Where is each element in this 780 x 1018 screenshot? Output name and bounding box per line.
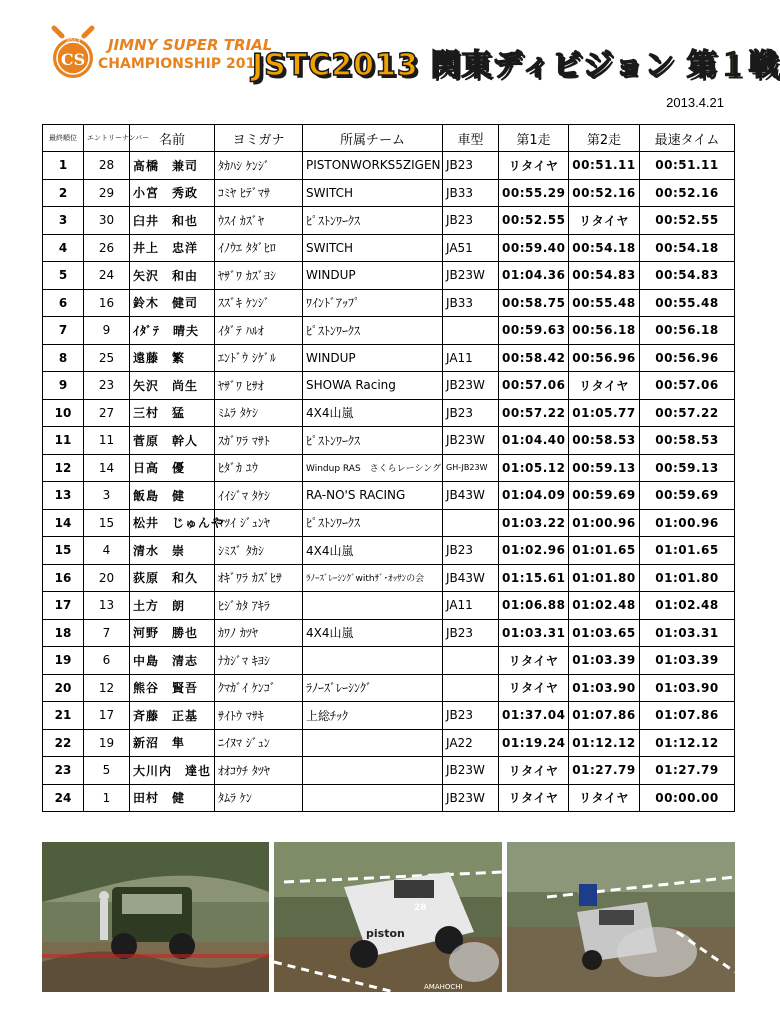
kana-cell: ﾔｻﾞﾜ ﾋｻｵ — [215, 372, 303, 400]
photo-green-jimny — [42, 842, 269, 992]
table-row — [43, 619, 735, 647]
rank-cell: 16 — [43, 564, 84, 592]
run2-cell: 00:59.13 — [569, 454, 640, 482]
rank-cell: 2 — [43, 179, 84, 207]
car-cell: JB23W — [443, 784, 499, 812]
car-cell: JB23 — [443, 399, 499, 427]
kana-cell: ﾋﾀﾞｶ ﾕｳ — [215, 454, 303, 482]
col-name: 名前 — [130, 125, 215, 152]
car-cell: JB33 — [443, 179, 499, 207]
team-cell: 4X4山嵐 — [303, 619, 443, 647]
table-row — [43, 289, 735, 317]
name-cell: 矢沢 尚生 — [130, 372, 215, 400]
run1-cell: 00:55.29 — [499, 179, 569, 207]
run1-cell: 01:37.04 — [499, 702, 569, 730]
car-cell: JB23W — [443, 262, 499, 290]
car-cell: JB23W — [443, 372, 499, 400]
photo-silver-jimny — [507, 842, 735, 992]
rank-cell: 5 — [43, 262, 84, 290]
best-cell: 00:52.55 — [640, 207, 735, 235]
team-cell: 上総ﾁｯｸ — [303, 702, 443, 730]
team-cell: 4X4山嵐 — [303, 537, 443, 565]
run1-cell: 00:59.40 — [499, 234, 569, 262]
table-row — [43, 262, 735, 290]
rank-cell: 8 — [43, 344, 84, 372]
col-rank: 最終順位 — [43, 125, 84, 152]
col-kana: ヨミガナ — [215, 125, 303, 152]
team-cell: SWITCH — [303, 179, 443, 207]
run2-cell: リタイヤ — [569, 372, 640, 400]
run2-cell: 00:56.18 — [569, 317, 640, 345]
car-cell — [443, 317, 499, 345]
name-cell: 熊谷 賢吾 — [130, 674, 215, 702]
table-row — [43, 564, 735, 592]
best-cell: 00:55.48 — [640, 289, 735, 317]
entry-cell: 7 — [84, 619, 130, 647]
col-entry: エントリーナンバー — [84, 125, 130, 152]
kana-cell: ｸﾏｶﾞｲ ｹﾝｺﾞ — [215, 674, 303, 702]
event-date: 2013.4.21 — [666, 95, 724, 110]
best-cell: 01:02.48 — [640, 592, 735, 620]
team-cell — [303, 729, 443, 757]
name-cell: 菅原 幹人 — [130, 427, 215, 455]
entry-cell: 26 — [84, 234, 130, 262]
table-row — [43, 317, 735, 345]
entry-cell: 27 — [84, 399, 130, 427]
rank-cell: 13 — [43, 482, 84, 510]
team-cell: ﾋﾟｽﾄﾝﾜｰｸｽ — [303, 207, 443, 235]
kana-cell: ｺﾐﾔ ﾋﾃﾞﾏｻ — [215, 179, 303, 207]
table-row — [43, 592, 735, 620]
best-cell: 01:01.80 — [640, 564, 735, 592]
team-cell: WINDUP — [303, 262, 443, 290]
best-cell: 01:03.90 — [640, 674, 735, 702]
run2-cell: 01:12.12 — [569, 729, 640, 757]
rank-cell: 14 — [43, 509, 84, 537]
run1-cell: 01:05.12 — [499, 454, 569, 482]
entry-cell: 19 — [84, 729, 130, 757]
rank-cell: 9 — [43, 372, 84, 400]
kana-cell: ﾐﾑﾗ ﾀｹｼ — [215, 399, 303, 427]
run1-cell: 01:03.31 — [499, 619, 569, 647]
best-cell: 00:51.11 — [640, 152, 735, 180]
run1-cell: 01:02.96 — [499, 537, 569, 565]
rank-cell: 10 — [43, 399, 84, 427]
best-cell: 00:56.96 — [640, 344, 735, 372]
entry-cell: 13 — [84, 592, 130, 620]
entry-cell: 25 — [84, 344, 130, 372]
kana-cell: ｼﾐｽﾞ ﾀｶｼ — [215, 537, 303, 565]
best-cell: 00:59.13 — [640, 454, 735, 482]
car-cell: JA11 — [443, 344, 499, 372]
entry-cell: 12 — [84, 674, 130, 702]
run2-cell: リタイヤ — [569, 207, 640, 235]
rank-cell: 15 — [43, 537, 84, 565]
car-cell: JB43W — [443, 564, 499, 592]
table-row — [43, 537, 735, 565]
results-table — [42, 124, 735, 812]
entry-cell: 30 — [84, 207, 130, 235]
table-row — [43, 399, 735, 427]
run2-cell: 01:03.39 — [569, 647, 640, 675]
run2-cell: 01:01.80 — [569, 564, 640, 592]
car-cell — [443, 674, 499, 702]
rank-cell: 17 — [43, 592, 84, 620]
run1-cell: 01:04.40 — [499, 427, 569, 455]
car-cell: JB33 — [443, 289, 499, 317]
col-team: 所属チーム — [303, 125, 443, 152]
run1-cell: 01:04.36 — [499, 262, 569, 290]
best-cell: 00:57.06 — [640, 372, 735, 400]
name-cell: 矢沢 和由 — [130, 262, 215, 290]
car-cell: JB43W — [443, 482, 499, 510]
table-row — [43, 179, 735, 207]
run2-cell: 01:27.79 — [569, 757, 640, 785]
team-cell: SHOWA Racing — [303, 372, 443, 400]
run2-cell: 01:01.65 — [569, 537, 640, 565]
best-cell: 01:03.31 — [640, 619, 735, 647]
entry-cell: 29 — [84, 179, 130, 207]
name-cell: ｲﾀﾞﾃ 晴夫 — [130, 317, 215, 345]
best-cell: 01:07.86 — [640, 702, 735, 730]
best-cell: 00:54.83 — [640, 262, 735, 290]
entry-cell: 23 — [84, 372, 130, 400]
run2-cell: 00:58.53 — [569, 427, 640, 455]
rank-cell: 22 — [43, 729, 84, 757]
run2-cell: 00:51.11 — [569, 152, 640, 180]
name-cell: 中島 清志 — [130, 647, 215, 675]
table-row — [43, 344, 735, 372]
entry-cell: 9 — [84, 317, 130, 345]
car-cell — [443, 509, 499, 537]
entry-cell: 28 — [84, 152, 130, 180]
kana-cell: ﾋｼﾞｶﾀ ｱｷﾗ — [215, 592, 303, 620]
table-row — [43, 757, 735, 785]
kana-cell: ﾆｲﾇﾏ ｼﾞｭﾝ — [215, 729, 303, 757]
logo-title-line1: JIMNY SUPER TRIAL — [108, 36, 273, 54]
kana-cell: ﾀﾑﾗ ｹﾝ — [215, 784, 303, 812]
col-run2: 第2走 — [569, 125, 640, 152]
name-cell: 土方 朗 — [130, 592, 215, 620]
name-cell: 小宮 秀政 — [130, 179, 215, 207]
rank-cell: 19 — [43, 647, 84, 675]
name-cell: 飯島 健 — [130, 482, 215, 510]
team-cell — [303, 592, 443, 620]
entry-cell: 16 — [84, 289, 130, 317]
name-cell: 松井 じゅんや — [130, 509, 215, 537]
run2-cell: 00:54.18 — [569, 234, 640, 262]
kana-cell: ﾀｶﾊｼ ｹﾝｼﾞ — [215, 152, 303, 180]
best-cell: 01:03.39 — [640, 647, 735, 675]
table-row — [43, 207, 735, 235]
badge-year: 2013 — [65, 38, 81, 45]
entry-cell: 1 — [84, 784, 130, 812]
table-row — [43, 482, 735, 510]
entry-cell: 20 — [84, 564, 130, 592]
entry-cell: 14 — [84, 454, 130, 482]
col-run1: 第1走 — [499, 125, 569, 152]
team-cell: ﾋﾟｽﾄﾝﾜｰｸｽ — [303, 317, 443, 345]
name-cell: 大川内 達也 — [130, 757, 215, 785]
col-car: 車型 — [443, 125, 499, 152]
best-cell: 00:52.16 — [640, 179, 735, 207]
run2-cell: 00:56.96 — [569, 344, 640, 372]
name-cell: 臼井 和也 — [130, 207, 215, 235]
car-cell: JB23 — [443, 207, 499, 235]
best-cell: 01:01.65 — [640, 537, 735, 565]
run2-cell: 01:02.48 — [569, 592, 640, 620]
kana-cell: ｵｷﾞﾜﾗ ｶｽﾞﾋｻ — [215, 564, 303, 592]
team-cell: ﾜｲﾝﾄﾞｱｯﾌﾟ — [303, 289, 443, 317]
car-door-text: piston — [366, 927, 405, 940]
rank-cell: 23 — [43, 757, 84, 785]
entry-cell: 11 — [84, 427, 130, 455]
team-cell: RA-NO'S RACING — [303, 482, 443, 510]
table-row — [43, 152, 735, 180]
run1-cell: 00:58.42 — [499, 344, 569, 372]
entry-cell: 3 — [84, 482, 130, 510]
rank-cell: 4 — [43, 234, 84, 262]
badge-text: CS — [60, 50, 86, 69]
run2-cell: リタイヤ — [569, 784, 640, 812]
car-cell: GH-JB23W — [443, 454, 499, 482]
best-cell: 01:27.79 — [640, 757, 735, 785]
run1-cell: 01:04.09 — [499, 482, 569, 510]
table-row — [43, 427, 735, 455]
table-row — [43, 234, 735, 262]
kana-cell: ﾅｶｼﾞﾏ ｷﾖｼ — [215, 647, 303, 675]
name-cell: 河野 勝也 — [130, 619, 215, 647]
entry-cell: 4 — [84, 537, 130, 565]
table-row — [43, 674, 735, 702]
name-cell: 井上 忠洋 — [130, 234, 215, 262]
photo-white-jimny — [274, 842, 502, 992]
team-cell: ﾗﾉｰｽﾞﾚｰｼﾝｸﾞwithｻﾞ･ｵｯｻﾝの会 — [303, 564, 443, 592]
car-cell: JB23 — [443, 537, 499, 565]
best-cell: 00:57.22 — [640, 399, 735, 427]
best-cell: 00:58.53 — [640, 427, 735, 455]
cs-badge-icon — [48, 24, 98, 86]
team-cell: PISTONWORKS5ZIGEN — [303, 152, 443, 180]
rank-cell: 20 — [43, 674, 84, 702]
team-cell: ﾋﾟｽﾄﾝﾜｰｸｽ — [303, 509, 443, 537]
team-cell: Windup RAS さくらレーシング — [303, 454, 443, 482]
run1-cell: 01:03.22 — [499, 509, 569, 537]
kana-cell: ｵｵｺｳﾁ ﾀﾂﾔ — [215, 757, 303, 785]
team-cell: WINDUP — [303, 344, 443, 372]
team-cell: 4X4山嵐 — [303, 399, 443, 427]
car-cell: JB23W — [443, 757, 499, 785]
best-cell: 01:00.96 — [640, 509, 735, 537]
run1-cell: 00:59.63 — [499, 317, 569, 345]
run1-cell: 00:57.06 — [499, 372, 569, 400]
car-cell: JA11 — [443, 592, 499, 620]
entry-cell: 24 — [84, 262, 130, 290]
run2-cell: 00:54.83 — [569, 262, 640, 290]
car-number: 28 — [414, 903, 427, 913]
team-cell: ﾗﾉｰｽﾞﾚｰｼﾝｸﾞ — [303, 674, 443, 702]
best-cell: 00:56.18 — [640, 317, 735, 345]
run2-cell: 01:03.90 — [569, 674, 640, 702]
name-cell: 髙橋 兼司 — [130, 152, 215, 180]
run1-cell: 01:15.61 — [499, 564, 569, 592]
car-cell — [443, 647, 499, 675]
table-row — [43, 729, 735, 757]
entry-cell: 6 — [84, 647, 130, 675]
name-cell: 新沼 隼 — [130, 729, 215, 757]
run2-cell: 00:55.48 — [569, 289, 640, 317]
table-row — [43, 784, 735, 812]
kana-cell: ｶﾜﾉ ｶﾂﾔ — [215, 619, 303, 647]
run2-cell: 00:59.69 — [569, 482, 640, 510]
logo-title-line2: CHAMPIONSHIP 2013 — [98, 56, 265, 72]
run2-cell: 01:00.96 — [569, 509, 640, 537]
team-cell: ﾋﾟｽﾄﾝﾜｰｸｽ — [303, 427, 443, 455]
kana-cell: ｳｽｲ ｶｽﾞﾔ — [215, 207, 303, 235]
run1-cell: 00:58.75 — [499, 289, 569, 317]
rank-cell: 24 — [43, 784, 84, 812]
run1-cell: 01:06.88 — [499, 592, 569, 620]
rank-cell: 7 — [43, 317, 84, 345]
run2-cell: 01:05.77 — [569, 399, 640, 427]
best-cell: 01:12.12 — [640, 729, 735, 757]
best-cell: 00:00.00 — [640, 784, 735, 812]
rank-cell: 3 — [43, 207, 84, 235]
name-cell: 荻原 和久 — [130, 564, 215, 592]
car-cell: JB23 — [443, 152, 499, 180]
run1-cell: リタイヤ — [499, 757, 569, 785]
table-header-row — [43, 125, 735, 152]
car-cell: JA22 — [443, 729, 499, 757]
entry-cell: 17 — [84, 702, 130, 730]
name-cell: 田村 健 — [130, 784, 215, 812]
run1-cell: リタイヤ — [499, 784, 569, 812]
kana-cell: ｽｽﾞｷ ｹﾝｼﾞ — [215, 289, 303, 317]
car-cell: JA51 — [443, 234, 499, 262]
run1-cell: リタイヤ — [499, 674, 569, 702]
name-cell: 日高 優 — [130, 454, 215, 482]
team-cell: SWITCH — [303, 234, 443, 262]
rank-cell: 21 — [43, 702, 84, 730]
name-cell: 鈴木 健司 — [130, 289, 215, 317]
table-row — [43, 372, 735, 400]
rank-cell: 12 — [43, 454, 84, 482]
kana-cell: ｴﾝﾄﾞｳ ｼｹﾞﾙ — [215, 344, 303, 372]
rank-cell: 11 — [43, 427, 84, 455]
table-row — [43, 702, 735, 730]
run1-cell: リタイヤ — [499, 647, 569, 675]
team-cell — [303, 647, 443, 675]
table-row — [43, 509, 735, 537]
best-cell: 00:59.69 — [640, 482, 735, 510]
entry-cell: 5 — [84, 757, 130, 785]
kana-cell: ｻｲﾄｳ ﾏｻｷ — [215, 702, 303, 730]
rank-cell: 6 — [43, 289, 84, 317]
name-cell: 清水 崇 — [130, 537, 215, 565]
run1-cell: 00:57.22 — [499, 399, 569, 427]
run1-cell: リタイヤ — [499, 152, 569, 180]
col-best: 最速タイム — [640, 125, 735, 152]
car-cell: JB23W — [443, 427, 499, 455]
car-cell: JB23 — [443, 619, 499, 647]
team-cell — [303, 757, 443, 785]
car-cell: JB23 — [443, 702, 499, 730]
name-cell: 三村 猛 — [130, 399, 215, 427]
team-cell — [303, 784, 443, 812]
name-cell: 遠藤 繁 — [130, 344, 215, 372]
run2-cell: 01:03.65 — [569, 619, 640, 647]
kana-cell: ｲﾀﾞﾃ ﾊﾙｵ — [215, 317, 303, 345]
run2-cell: 01:07.86 — [569, 702, 640, 730]
run1-cell: 00:52.55 — [499, 207, 569, 235]
kana-cell: ｽｶﾞﾜﾗ ﾏｻﾄ — [215, 427, 303, 455]
kana-cell: ｲﾉｳｴ ﾀﾀﾞﾋﾛ — [215, 234, 303, 262]
run2-cell: 00:52.16 — [569, 179, 640, 207]
name-cell: 斉藤 正基 — [130, 702, 215, 730]
banner-text: AMAHOCHI — [424, 983, 463, 991]
run1-cell: 01:19.24 — [499, 729, 569, 757]
rank-cell: 1 — [43, 152, 84, 180]
entry-cell: 15 — [84, 509, 130, 537]
rank-cell: 18 — [43, 619, 84, 647]
best-cell: 00:54.18 — [640, 234, 735, 262]
kana-cell: ｲｲｼﾞﾏ ﾀｹｼ — [215, 482, 303, 510]
table-row — [43, 454, 735, 482]
kana-cell: ﾏﾂｲ ｼﾞｭﾝﾔ — [215, 509, 303, 537]
page-title: JSTC2013 関東ディビジョン 第１戦 — [252, 48, 780, 83]
kana-cell: ﾔｻﾞﾜ ｶｽﾞﾖｼ — [215, 262, 303, 290]
table-row — [43, 647, 735, 675]
